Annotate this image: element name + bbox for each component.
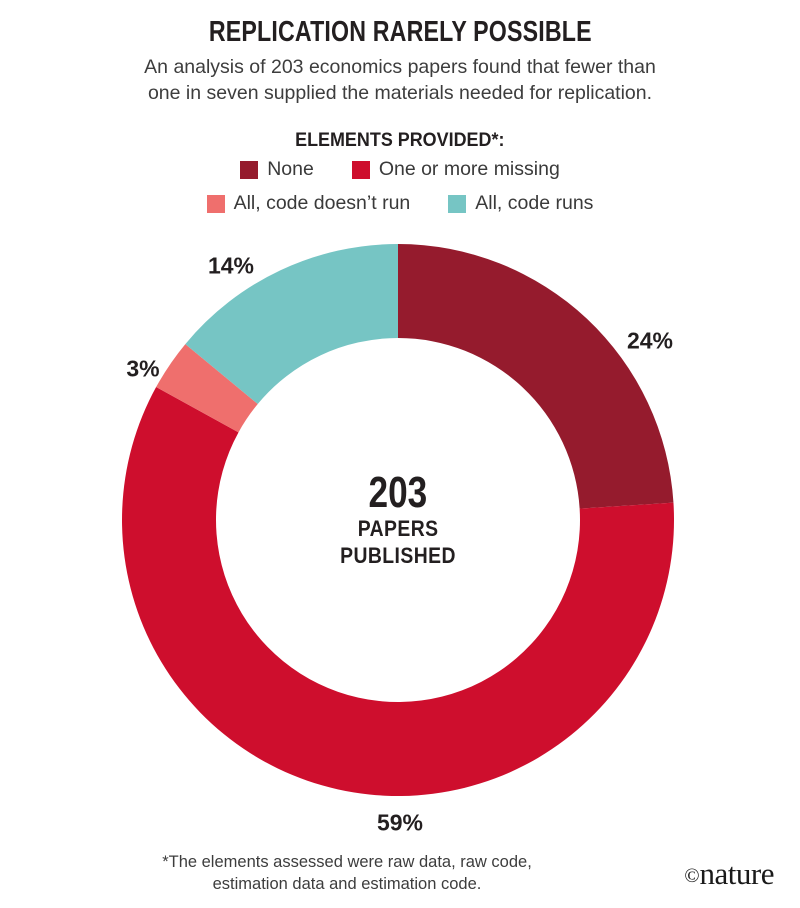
page-title	[0, 16, 800, 49]
legend-title	[0, 129, 800, 152]
footnote-line-1: *The elements assessed were raw data, raw code,	[162, 853, 532, 871]
legend-item-one-or-more-missing	[352, 158, 560, 181]
legend-swatch-all-code-doesnt-run	[207, 195, 225, 213]
legend-swatch-none	[240, 161, 258, 179]
segment-label-none: 24%	[626, 327, 674, 354]
legend-item-all-code-runs	[448, 192, 593, 215]
footnote-line-2: estimation data and estimation code.	[212, 875, 482, 893]
legend-swatch-one-or-more-missing	[352, 161, 370, 179]
subtitle-line-2: one in seven supplied the materials needed for replication.	[147, 82, 653, 104]
legend-label-none: None	[267, 158, 314, 180]
legend-row-1	[0, 158, 800, 181]
papers-count: 203	[368, 468, 428, 517]
copyright-symbol: ©	[684, 865, 700, 887]
papers-label-line-1: PAPERS	[357, 516, 439, 541]
subtitle-line-1: An analysis of 203 economics papers found that fewer than	[144, 56, 656, 78]
footnote	[162, 851, 532, 895]
legend-swatch-all-code-runs	[448, 195, 466, 213]
legend-row-2	[0, 192, 800, 215]
page-title-text: REPLICATION RARELY POSSIBLE	[208, 16, 592, 48]
segment-label-all-code-runs: 14%	[207, 252, 255, 279]
nature-wordmark: nature	[699, 856, 774, 891]
nature-logo	[684, 856, 774, 892]
segment-label-one-or-more-missing: 59%	[376, 809, 424, 836]
legend-title-text: ELEMENTS PROVIDED*:	[295, 129, 505, 151]
segment-label-all-code-doesnt-run: 3%	[126, 355, 160, 382]
donut-segment-none	[398, 244, 673, 509]
subtitle	[0, 54, 800, 106]
legend-label-one-or-more-missing: One or more missing	[378, 158, 560, 180]
legend-label-all-code-runs: All, code runs	[475, 192, 594, 214]
legend-label-all-code-doesnt-run: All, code doesn’t run	[233, 192, 411, 214]
papers-label-line-2: PUBLISHED	[340, 543, 456, 568]
donut-center-text	[332, 468, 464, 569]
legend-item-none	[240, 158, 314, 181]
legend-item-all-code-doesnt-run	[207, 192, 411, 215]
